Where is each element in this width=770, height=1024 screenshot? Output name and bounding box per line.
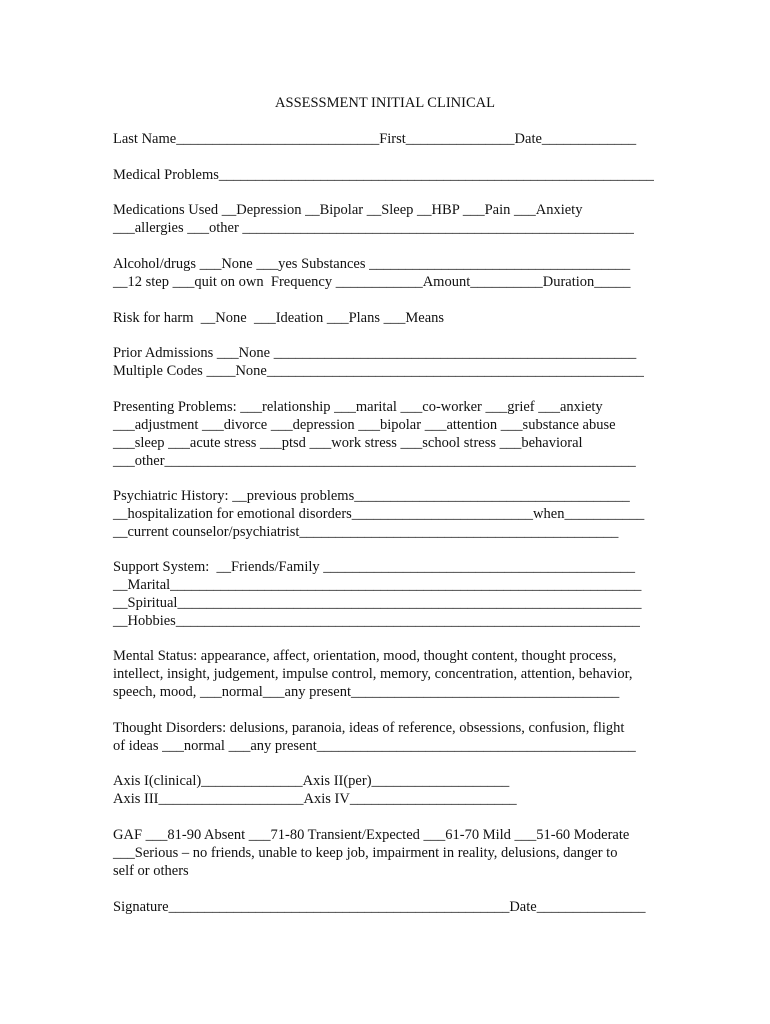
presenting-problems-other-line: ___other_________________________________________________________________ [113, 453, 636, 469]
axis-line-1: Axis I(clinical)______________Axis II(per)___________________ [113, 773, 510, 789]
frequency-line: __12 step ___quit on own Frequency ____________Amount__________Duration_____ [113, 274, 631, 290]
mental-status-line-2: intellect, insight, judgement, impulse control, memory, concentration, attention, behavior, [113, 666, 633, 682]
prior-admissions-line: Prior Admissions ___None __________________________________________________ [113, 345, 637, 361]
presenting-problems-line-2: ___adjustment ___divorce ___depression ___bipolar ___attention ___substance abuse [113, 417, 616, 433]
alcohol-drugs-line: Alcohol/drugs ___None ___yes Substances ____________________________________ [113, 256, 631, 272]
medications-line: Medications Used __Depression __Bipolar __Sleep __HBP ___Pain ___Anxiety [113, 202, 583, 218]
gaf-line-2: ___Serious – no friends, unable to keep job, impairment in reality, delusions, danger to [113, 845, 618, 861]
multiple-codes-line: Multiple Codes ____None____________________________________________________ [113, 363, 644, 379]
allergies-line: ___allergies ___other ______________________________________________________ [113, 220, 634, 236]
name-date-line: Last Name____________________________First_______________Date_____________ [113, 131, 637, 147]
support-spiritual-line: __Spiritual________________________________________________________________ [113, 595, 642, 611]
mental-status-line-3: speech, mood, ___normal___any present_____________________________________ [113, 684, 620, 700]
gaf-line-1: GAF ___81-90 Absent ___71-80 Transient/Expected ___61-70 Mild ___51-60 Moderate [113, 827, 630, 843]
psychiatric-history-line-3: __current counselor/psychiatrist____________________________________________ [113, 524, 619, 540]
axis-line-2: Axis III____________________Axis IV_______________________ [113, 791, 517, 807]
thought-disorders-line-1: Thought Disorders: delusions, paranoia, ideas of reference, obsessions, confusion, flight [113, 720, 625, 736]
form-title: ASSESSMENT INITIAL CLINICAL [275, 95, 495, 111]
gaf-line-3: self or others [113, 863, 189, 879]
mental-status-line-1: Mental Status: appearance, affect, orientation, mood, thought content, thought process, [113, 648, 617, 664]
psychiatric-history-line-2: __hospitalization for emotional disorders_________________________when___________ [113, 506, 645, 522]
risk-line: Risk for harm __None ___Ideation ___Plans ___Means [113, 310, 445, 326]
signature-line: Signature_______________________________________________Date_______________ [113, 899, 646, 915]
medical-problems-line: Medical Problems____________________________________________________________ [113, 167, 654, 183]
presenting-problems-line-1: Presenting Problems: ___relationship ___marital ___co-worker ___grief ___anxiety [113, 399, 603, 415]
presenting-problems-line-3: ___sleep ___acute stress ___ptsd ___work stress ___school stress ___behavioral [113, 435, 583, 451]
support-marital-line: __Marital_________________________________________________________________ [113, 577, 642, 593]
psychiatric-history-line-1: Psychiatric History: __previous problems______________________________________ [113, 488, 630, 504]
thought-disorders-line-2: of ideas ___normal ___any present____________________________________________ [113, 738, 636, 754]
support-system-line: Support System: __Friends/Family ___________________________________________ [113, 559, 636, 575]
support-hobbies-line: __Hobbies________________________________________________________________ [113, 613, 640, 629]
